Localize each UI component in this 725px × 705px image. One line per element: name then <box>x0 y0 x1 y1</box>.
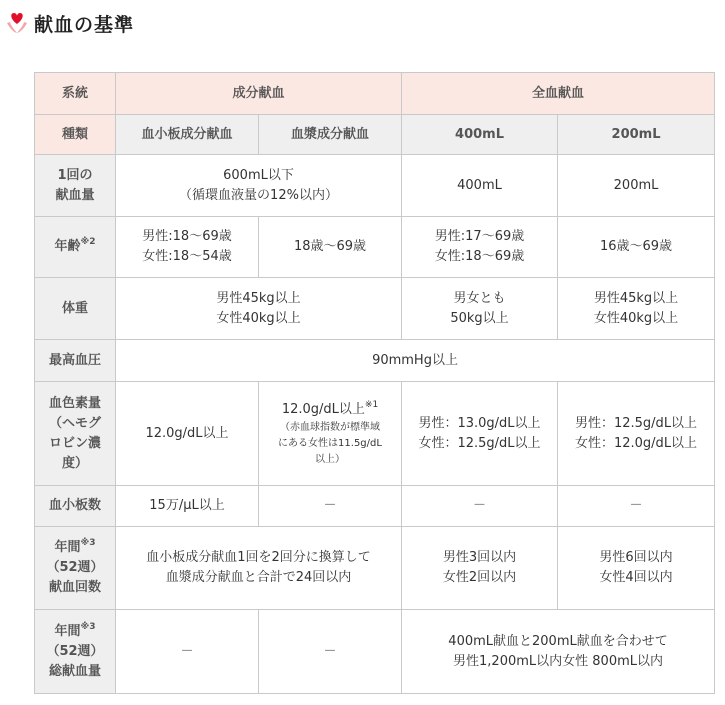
table-row <box>35 610 715 694</box>
donation-criteria-table <box>34 72 715 694</box>
table-row <box>35 155 715 217</box>
cell-plt-400: － <box>402 486 558 527</box>
frequency-label-a: 年間 <box>54 540 81 555</box>
header-200ml: 200mL <box>558 115 715 155</box>
hb-plasma-small-note: （赤血球指数が標準域 にある女性は11.5g/dL 以上） <box>278 421 382 465</box>
cell-age-400: 男性:17～69歳 女性:18～69歳 <box>402 217 558 278</box>
page-heading <box>4 8 134 38</box>
cell-freq-400: 男性3回以内 女性2回以内 <box>402 527 558 610</box>
row-header-weight: 体重 <box>35 278 116 340</box>
cell-hb-200: 男性：12.5g/dL以上 女性：12.0g/dL以上 <box>558 382 715 486</box>
table-row <box>35 527 715 610</box>
table-row <box>35 382 715 486</box>
cell-weight-component: 男性45kg以上 女性40kg以上 <box>116 278 402 340</box>
cell-weight-200: 男性45kg以上 女性40kg以上 <box>558 278 715 340</box>
row-header-total-volume <box>35 610 116 694</box>
total-label-a: 年間 <box>54 623 81 639</box>
cell-hb-plasma <box>259 382 402 486</box>
row-header-frequency <box>35 527 116 610</box>
header-400ml: 400mL <box>402 115 558 155</box>
hb-plasma-value: 12.0g/dL以上 <box>281 401 365 417</box>
table-row <box>35 340 715 382</box>
row-header-system: 系統 <box>35 73 116 115</box>
cell-plt-200: － <box>558 486 715 527</box>
row-header-hemoglobin: 血色素量 （ヘモグ ロビン濃 度） <box>35 382 116 486</box>
cell-total-whole: 400mL献血と200mL献血を合わせて 男性1,200mL以内女性 800mL以内 <box>402 610 715 694</box>
cell-age-200: 16歳～69歳 <box>558 217 715 278</box>
cell-hb-400: 男性：13.0g/dL以上 女性：12.5g/dL以上 <box>402 382 558 486</box>
heart-hands-icon <box>4 10 30 36</box>
header-plasma: 血漿成分献血 <box>259 115 402 155</box>
table-row <box>35 73 715 115</box>
cell-plt-plasma: － <box>259 486 402 527</box>
cell-total-platelet: － <box>116 610 259 694</box>
header-component-donation: 成分献血 <box>116 73 402 115</box>
total-note: ※3 <box>80 621 96 632</box>
cell-plt-platelet: 15万/μL以上 <box>116 486 259 527</box>
cell-freq-component: 血小板成分献血1回を2回分に換算して 血漿成分献血と合計で24回以内 <box>116 527 402 610</box>
cell-age-platelet: 男性:18～69歳 女性:18～54歳 <box>116 217 259 278</box>
age-note: ※2 <box>80 237 96 247</box>
cell-blood-pressure: 90mmHg以上 <box>116 340 715 382</box>
row-header-volume: 1回の 献血量 <box>35 155 116 217</box>
frequency-label-b: （52週） 献血回数 <box>46 560 104 595</box>
cell-weight-400: 男女とも 50kg以上 <box>402 278 558 340</box>
total-label-b: （52週） 総献血量 <box>46 643 104 679</box>
frequency-note: ※3 <box>80 538 96 548</box>
page-title: 献血の基準 <box>34 13 135 36</box>
cell-age-plasma: 18歳～69歳 <box>259 217 402 278</box>
cell-total-plasma: － <box>259 610 402 694</box>
cell-volume-200: 200mL <box>558 155 715 217</box>
hb-plasma-note: ※1 <box>364 399 379 410</box>
row-header-platelet-count: 血小板数 <box>35 486 116 527</box>
age-label: 年齢 <box>54 239 81 254</box>
cell-volume-component: 600mL以下 （循環血液量の12%以内） <box>116 155 402 217</box>
table-row <box>35 486 715 527</box>
cell-freq-200: 男性6回以内 女性4回以内 <box>558 527 715 610</box>
header-whole-blood-donation: 全血献血 <box>402 73 715 115</box>
header-platelet: 血小板成分献血 <box>116 115 259 155</box>
row-header-age <box>35 217 116 278</box>
cell-hb-platelet: 12.0g/dL以上 <box>116 382 259 486</box>
row-header-blood-pressure: 最高血圧 <box>35 340 116 382</box>
table-row <box>35 217 715 278</box>
table-row <box>35 115 715 155</box>
table-row <box>35 278 715 340</box>
cell-volume-400: 400mL <box>402 155 558 217</box>
row-header-type: 種類 <box>35 115 116 155</box>
